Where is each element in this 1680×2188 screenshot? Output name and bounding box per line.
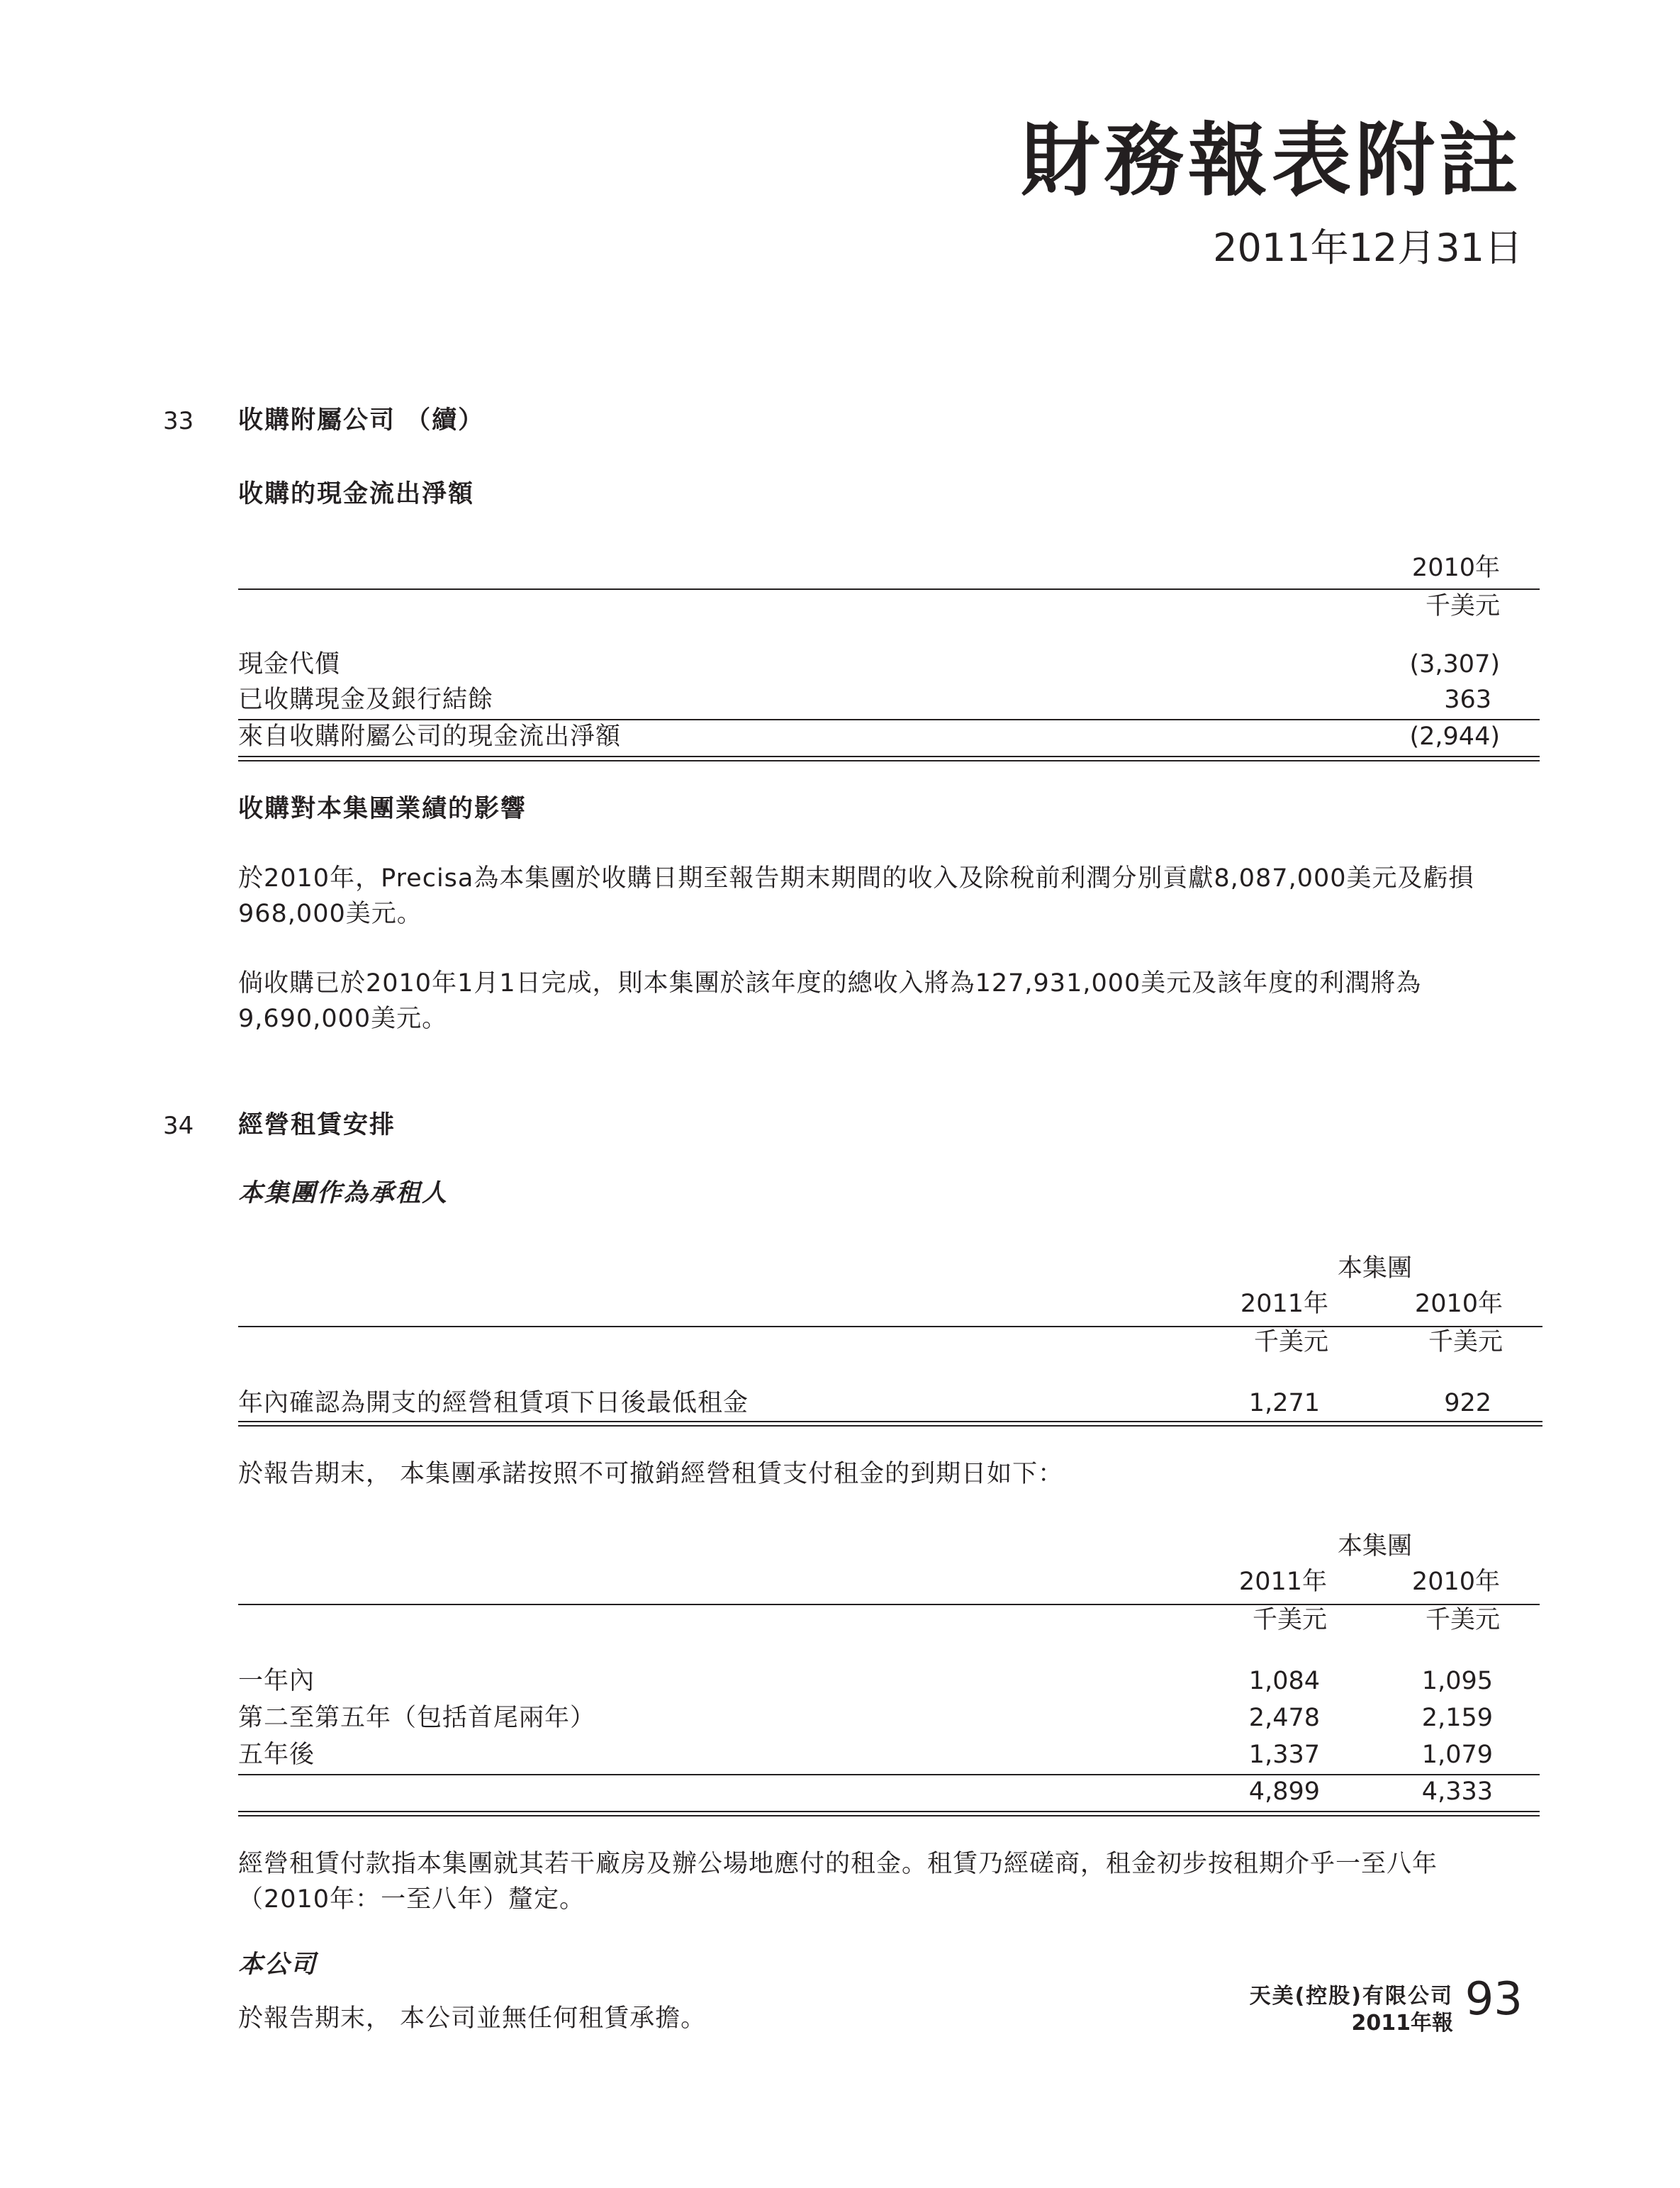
table2-total-rule: [238, 1774, 1540, 1775]
col-year-2011-t1: 2011年: [1240, 1290, 1328, 1318]
group-label-1: 本集團: [1337, 1254, 1412, 1283]
row-value-min-lease-2010: 922: [1444, 1389, 1491, 1417]
col-unit-2010-t2: 千美元: [1425, 1606, 1500, 1634]
col-year-2010-t2: 2010年: [1411, 1568, 1500, 1596]
row-label-min-lease: 年內確認為開支的經營租賃項下日後最低租金: [238, 1389, 749, 1417]
col-year-2011-t2: 2011年: [1238, 1568, 1327, 1596]
total-double-rule: [238, 756, 1540, 761]
footer-annual-report: 2011年報: [1351, 2011, 1453, 2036]
row-value-min-lease-2011: 1,271: [1248, 1389, 1320, 1417]
cash-outflow-heading: 收購的現金流出淨額: [238, 480, 475, 508]
impact-paragraph-2: 倘收購已於2010年1月1日完成，則本集團於該年度的總收入將為127,931,000美元及該年度的利潤將為9,690,000美元。: [238, 969, 1422, 1033]
total-value-2010: 4,333: [1421, 1777, 1493, 1806]
row-value-within-one-year-2011: 1,084: [1248, 1667, 1320, 1695]
row-label-two-to-five-years: 第二至第五年（包括首尾兩年）: [238, 1704, 596, 1732]
row-label-after-five-years: 五年後: [238, 1741, 315, 1769]
row-value-cash-acquired: 363: [1444, 686, 1491, 714]
row-value-after-five-years-2010: 1,079: [1421, 1741, 1493, 1769]
lease-description: 經營租賃付款指本集團就其若干廠房及辦公場地應付的租金。租賃乃經磋商，租金初步按租期介乎一至八年（2010年：一至八年）釐定。: [238, 1850, 1438, 1914]
note-33-number: 33: [163, 407, 194, 435]
row-value-within-one-year-2010: 1,095: [1421, 1667, 1493, 1695]
row-label-within-one-year: 一年內: [238, 1667, 315, 1695]
row-label-net-outflow: 來自收購附屬公司的現金流出淨額: [238, 722, 622, 751]
company-heading: 本公司: [238, 1950, 318, 1979]
row-label-cash-consideration: 現金代價: [238, 650, 341, 679]
col-unit-2011-t2: 千美元: [1252, 1606, 1327, 1634]
footer-company-name: 天美(控股)有限公司: [1249, 1984, 1453, 2009]
impact-heading: 收購對本集團業績的影響: [238, 795, 527, 823]
col-unit-2011-t1: 千美元: [1253, 1328, 1328, 1356]
col-year-2010-t1: 2010年: [1414, 1290, 1503, 1318]
note-33-title: 收購附屬公司 （續）: [238, 406, 485, 435]
company-text: 於報告期末， 本公司並無任何租賃承擔。: [238, 2004, 707, 2033]
page-date: 2011年12月31日: [1213, 225, 1523, 270]
table1-header-rule: [238, 1326, 1542, 1327]
lessee-heading: 本集團作為承租人: [238, 1179, 449, 1207]
commitment-text: 於報告期末， 本集團承諾按照不可撤銷經營租賃支付租金的到期日如下：: [238, 1460, 1064, 1488]
total-value-2011: 4,899: [1248, 1777, 1320, 1806]
row-value-after-five-years-2011: 1,337: [1248, 1741, 1320, 1769]
row-label-cash-acquired: 已收購現金及銀行結餘: [238, 686, 494, 714]
page-title: 財務報表附註: [1021, 115, 1523, 207]
group-label-2: 本集團: [1337, 1532, 1412, 1561]
header-rule: [238, 588, 1540, 590]
note-34-title: 經營租賃安排: [238, 1111, 396, 1139]
row-value-two-to-five-years-2010: 2,159: [1421, 1704, 1493, 1732]
table2-header-rule: [238, 1604, 1540, 1605]
page-number: 93: [1465, 1973, 1523, 2026]
row-value-cash-consideration: (3,307): [1409, 650, 1500, 679]
impact-paragraph-1: 於2010年，Precisa為本集團於收購日期至報告期末期間的收入及除稅前利潤分別貢獻8,087,000美元及虧損968,000美元。: [238, 864, 1474, 928]
table2-double-rule: [238, 1811, 1540, 1816]
table1-double-rule: [238, 1421, 1542, 1427]
row-value-two-to-five-years-2011: 2,478: [1248, 1704, 1320, 1732]
total-rule-top: [238, 719, 1540, 720]
col-header-year-2010: 2010年: [1411, 554, 1500, 582]
note-34-number: 34: [163, 1112, 194, 1140]
row-value-net-outflow: (2,944): [1409, 722, 1500, 751]
col-header-unit: 千美元: [1425, 592, 1500, 620]
col-unit-2010-t1: 千美元: [1428, 1328, 1503, 1356]
